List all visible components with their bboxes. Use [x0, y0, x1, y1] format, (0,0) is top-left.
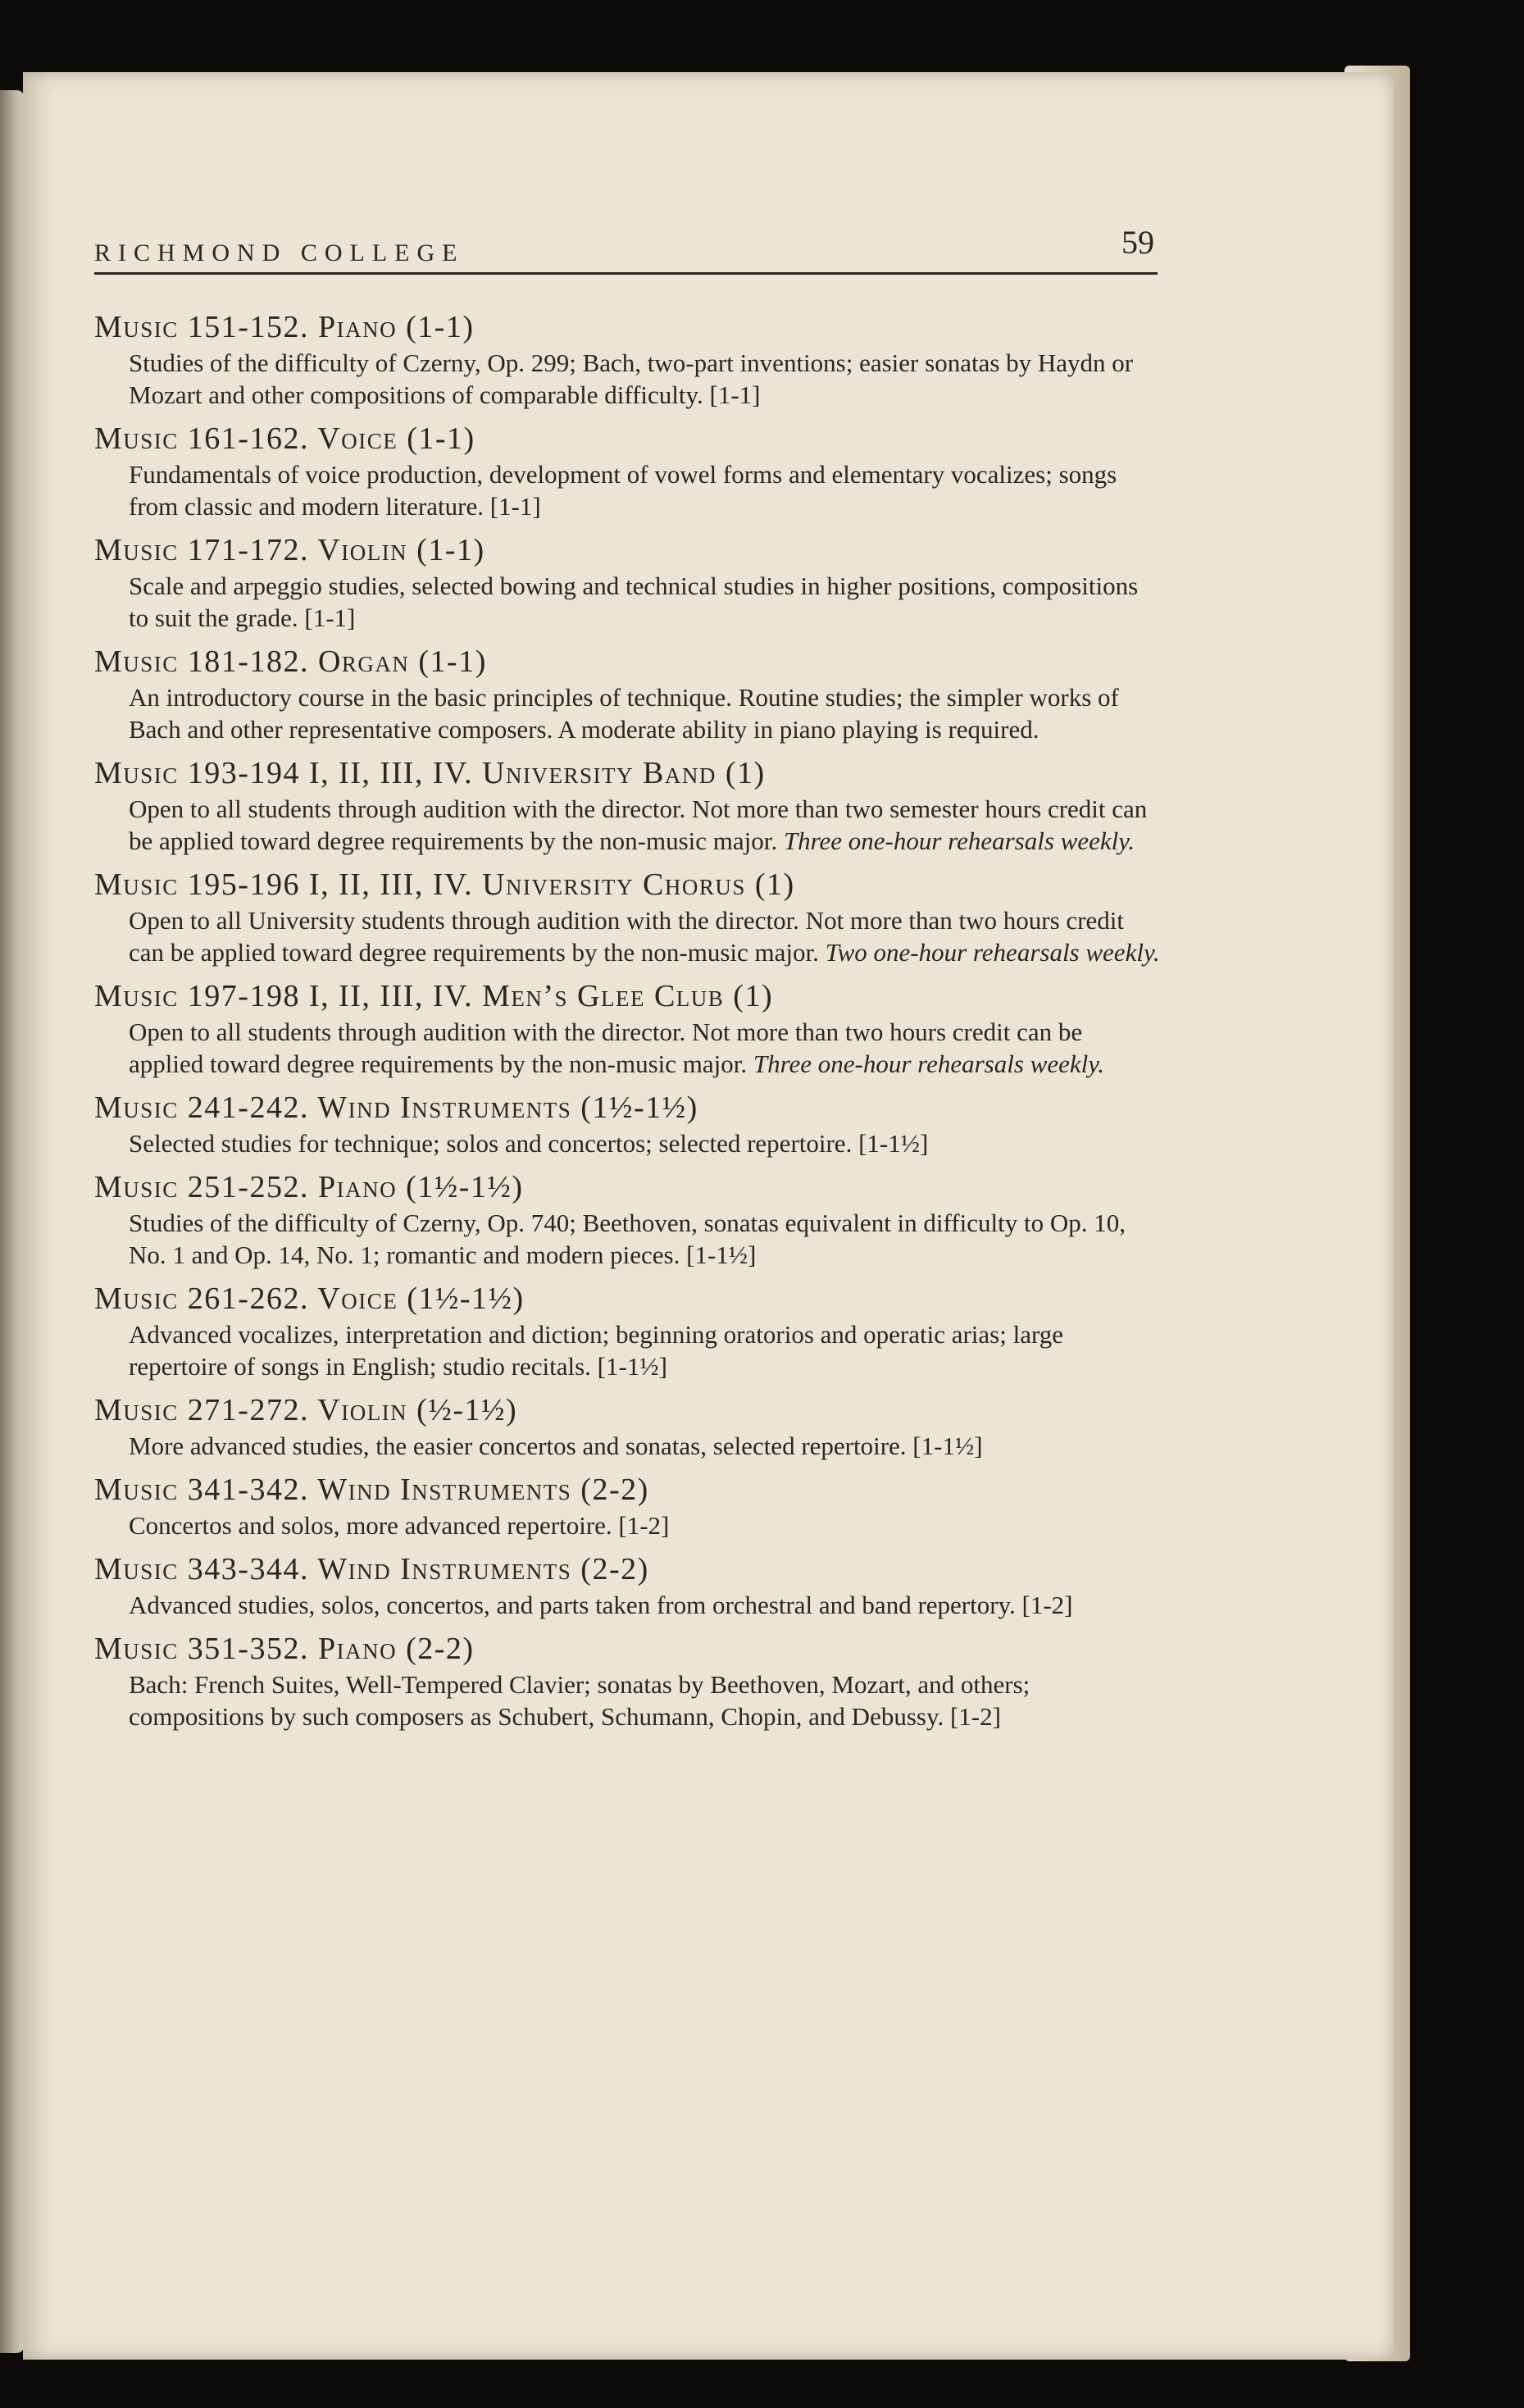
description-text: Open to all students through audition with the director. Not more than two hours credit can be applied toward degree requirements by the non-music major. — [129, 1017, 1083, 1078]
page-number: 59 — [1121, 224, 1154, 261]
description-text: More advanced studies, the easier concertos and sonatas, selected repertoire. [1-1½] — [129, 1432, 983, 1460]
course-entry — [94, 530, 1160, 639]
running-head: RICHMOND COLLEGE — [94, 239, 465, 266]
course-description — [129, 1127, 1160, 1164]
course-description — [129, 1318, 1160, 1387]
rehearsal-note: Three one-hour rehearsals weekly. — [753, 1049, 1105, 1078]
course-heading: Music 241-242. Wind Instruments (1½-1½) — [94, 1090, 698, 1125]
course-description — [129, 1668, 1160, 1737]
description-text: Scale and arpeggio studies, selected bowing and technical studies in higher positions, compositions to suit the grade. [1-1] — [129, 571, 1139, 632]
course-heading: Music 343-344. Wind Instruments (2-2) — [94, 1552, 649, 1586]
course-description — [129, 1589, 1160, 1626]
course-heading: Music 251-252. Piano (1½-1½) — [94, 1170, 524, 1204]
course-entry — [94, 1088, 1160, 1164]
course-entry — [94, 1279, 1160, 1387]
course-description — [129, 570, 1160, 639]
course-heading: Music 193-194 I, II, III, IV. University Band (1) — [94, 756, 766, 790]
course-description — [129, 347, 1160, 416]
course-entry — [94, 1629, 1160, 1737]
course-description — [129, 904, 1160, 973]
course-description — [129, 1207, 1160, 1276]
course-heading: Music 341-342. Wind Instruments (2-2) — [94, 1473, 649, 1507]
course-heading: Music 195-196 I, II, III, IV. University Chorus (1) — [94, 867, 795, 902]
description-text: Selected studies for technique; solos and concertos; selected repertoire. [1-1½] — [129, 1129, 929, 1158]
course-entry — [94, 642, 1160, 750]
description-text: Advanced vocalizes, interpretation and diction; beginning oratorios and operatic arias; large repertoire of songs in English; studio recitals. [1-1½] — [129, 1320, 1063, 1381]
rehearsal-note: Two one-hour rehearsals weekly. — [825, 938, 1160, 967]
course-heading: Music 151-152. Piano (1-1) — [94, 310, 475, 344]
course-entry — [94, 1391, 1160, 1467]
course-description — [129, 1430, 1160, 1467]
rehearsal-note: Three one-hour rehearsals weekly. — [783, 826, 1135, 855]
course-heading: Music 197-198 I, II, III, IV. Men’s Glee Club (1) — [94, 979, 774, 1013]
description-text: Open to all University students through audition with the director. Not more than two hours credit can be applied toward degree requirements by the non-music major. — [129, 906, 1124, 967]
course-description — [129, 1509, 1160, 1546]
course-entry — [94, 1550, 1160, 1626]
course-heading: Music 351-352. Piano (2-2) — [94, 1632, 475, 1666]
description-text: Studies of the difficulty of Czerny, Op. 740; Beethoven, sonatas equivalent in difficulty to Op. 10, No. 1 and Op. 14, No. 1; romantic and modern pieces. [1-1½] — [129, 1209, 1126, 1269]
description-text: Bach: French Suites, Well-Tempered Clavier; sonatas by Beethoven, Mozart, and others; compositions by such composers as Schubert, Schumann, Chopin, and Debussy. [1-2] — [129, 1670, 1030, 1731]
description-text: Studies of the difficulty of Czerny, Op. 299; Bach, two-part inventions; easier sonatas by Haydn or Mozart and other compositions of comparable difficulty. [1-1] — [129, 348, 1134, 409]
course-description — [129, 1016, 1160, 1085]
course-heading: Music 171-172. Violin (1-1) — [94, 533, 485, 567]
course-entry — [94, 307, 1160, 416]
course-heading: Music 261-262. Voice (1½-1½) — [94, 1281, 525, 1316]
description-text: Concertos and solos, more advanced repertoire. [1-2] — [129, 1511, 670, 1540]
left-page-edge — [0, 90, 25, 2353]
course-description — [129, 458, 1160, 527]
course-entry — [94, 976, 1160, 1085]
course-entry — [94, 1470, 1160, 1546]
course-heading: Music 271-272. Violin (½-1½) — [94, 1393, 518, 1427]
course-entry — [94, 753, 1160, 862]
course-heading: Music 161-162. Voice (1-1) — [94, 421, 475, 456]
course-description — [129, 681, 1160, 750]
course-description — [129, 793, 1160, 862]
page-header — [94, 223, 1158, 275]
description-text: Open to all students through audition with the director. Not more than two semester hours credit can be applied toward degree requirements by the non-music major. — [129, 794, 1148, 855]
course-entry — [94, 1168, 1160, 1276]
course-heading: Music 181-182. Organ (1-1) — [94, 644, 487, 679]
course-entry — [94, 419, 1160, 527]
course-list — [94, 307, 1160, 1741]
description-text: An introductory course in the basic principles of technique. Routine studies; the simpler works of Bach and other representative composers. A moderate ability in piano playing is required. — [129, 683, 1119, 744]
course-entry — [94, 865, 1160, 973]
description-text: Advanced studies, solos, concertos, and parts taken from orchestral and band repertory. [1-2] — [129, 1591, 1073, 1619]
description-text: Fundamentals of voice production, development of vowel forms and elementary vocalizes; songs from classic and modern literature. [1-1] — [129, 460, 1117, 521]
